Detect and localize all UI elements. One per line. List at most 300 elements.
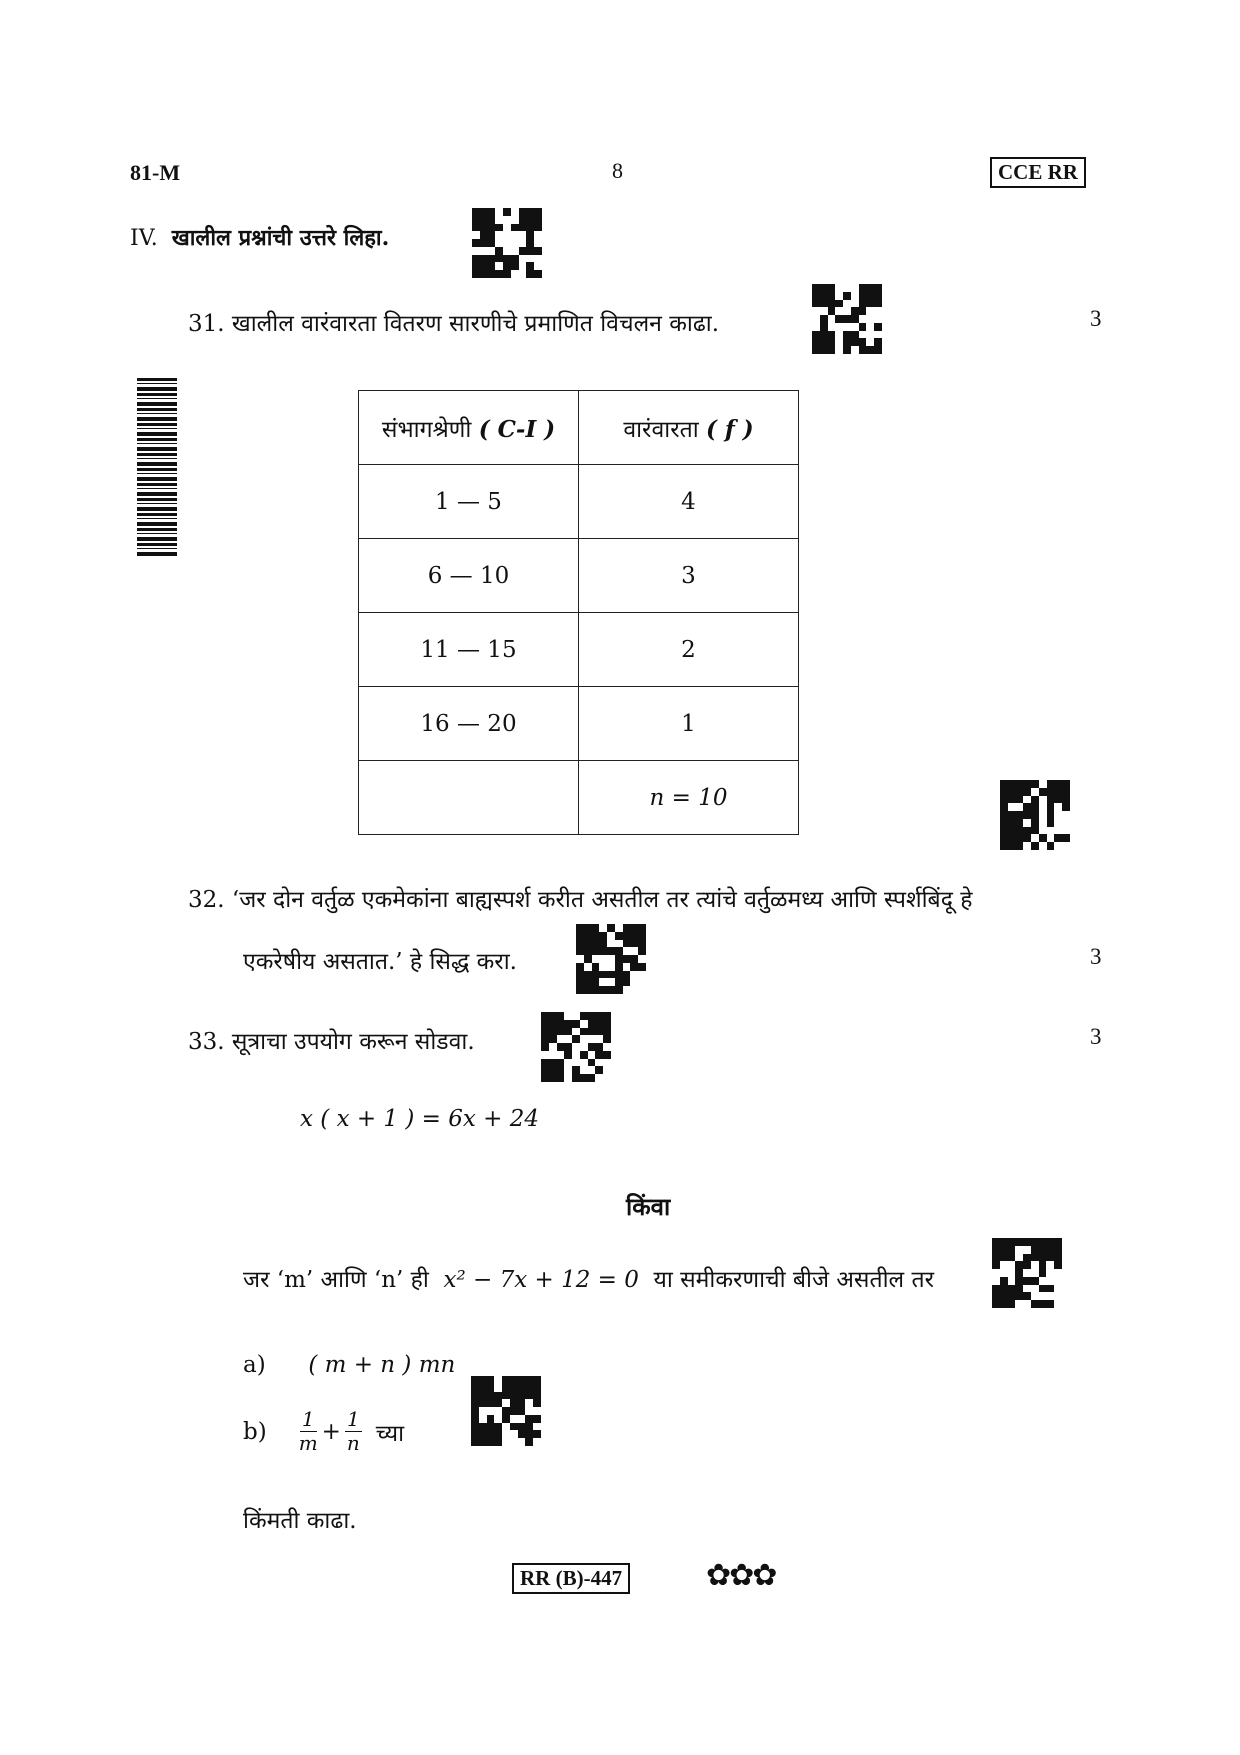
- qr-module: [472, 270, 480, 278]
- qr-module: [1039, 1285, 1047, 1293]
- qr-module: [607, 955, 615, 963]
- qr-module: [495, 262, 503, 270]
- qr-module: [1047, 788, 1055, 796]
- qr-module: [503, 255, 511, 263]
- question-number: 32.: [188, 887, 225, 913]
- qr-module: [1054, 803, 1062, 811]
- qr-module: [603, 1059, 611, 1067]
- qr-module: [1054, 819, 1062, 827]
- qr-module: [1047, 803, 1055, 811]
- qr-module: [576, 955, 584, 963]
- qr-module: [576, 940, 584, 948]
- qr-module: [580, 1035, 588, 1043]
- qr-module: [564, 1059, 572, 1067]
- qr-module: [1008, 1285, 1016, 1293]
- qr-module: [518, 1438, 526, 1446]
- qr-module: [828, 346, 836, 354]
- qr-module: [595, 1028, 603, 1036]
- qr-module: [533, 1423, 541, 1431]
- qr-module: [835, 307, 843, 315]
- qr-module: [1008, 796, 1016, 804]
- qr-module: [1023, 819, 1031, 827]
- qr-module: [592, 932, 600, 940]
- qr-module: [576, 963, 584, 971]
- qr-module: [592, 924, 600, 932]
- qr-module: [533, 1438, 541, 1446]
- qr-module: [1008, 1254, 1016, 1262]
- qr-module: [564, 1074, 572, 1082]
- qr-module: [592, 940, 600, 948]
- frequency-table: [358, 390, 799, 835]
- question-33: [188, 1024, 475, 1056]
- qr-module: [572, 1012, 580, 1020]
- qr-module: [595, 1043, 603, 1051]
- qr-module: [851, 307, 859, 315]
- qr-module: [599, 963, 607, 971]
- qr-module: [1031, 1292, 1039, 1300]
- qr-module: [595, 1035, 603, 1043]
- qr-module: [564, 1051, 572, 1059]
- qr-module: [584, 924, 592, 932]
- qr-module: [494, 1423, 502, 1431]
- qr-module: [503, 270, 511, 278]
- qr-module: [534, 270, 542, 278]
- qr-module: [1047, 780, 1055, 788]
- qr-module: [595, 1059, 603, 1067]
- qr-module: [1023, 788, 1031, 796]
- qr-module: [1039, 1269, 1047, 1277]
- qr-module: [580, 1074, 588, 1082]
- qr-module: [495, 231, 503, 239]
- exam-badge: CCE RR: [990, 157, 1086, 188]
- qr-module: [1046, 1300, 1054, 1308]
- qr-module: [1046, 1269, 1054, 1277]
- table-cell: 6 — 10: [359, 539, 579, 613]
- qr-module: [1015, 1238, 1023, 1246]
- table-total: n = 10: [579, 761, 799, 835]
- qr-module: [638, 940, 646, 948]
- qr-module: [588, 1012, 596, 1020]
- qr-module: [992, 1246, 1000, 1254]
- qr-module: [494, 1415, 502, 1423]
- qr-module: [584, 986, 592, 994]
- table-cell: 2: [579, 613, 799, 687]
- qr-module: [588, 1051, 596, 1059]
- table-cell: [359, 761, 579, 835]
- qr-module: [835, 315, 843, 323]
- qr-module: [471, 1423, 479, 1431]
- qr-module: [828, 315, 836, 323]
- qr-module: [1031, 834, 1039, 842]
- qr-module: [503, 239, 511, 247]
- qr-module: [820, 300, 828, 308]
- qr-module: [1008, 1300, 1016, 1308]
- qr-module: [1047, 842, 1055, 850]
- qr-module: [526, 262, 534, 270]
- qr-module: [1000, 811, 1008, 819]
- qr-module: [480, 231, 488, 239]
- denominator: n: [346, 1431, 360, 1455]
- table-total-row: [359, 761, 799, 835]
- table-cell: 11 — 15: [359, 613, 579, 687]
- qr-module: [576, 932, 584, 940]
- qr-module: [1031, 796, 1039, 804]
- qr-module: [541, 1012, 549, 1020]
- qr-module: [615, 978, 623, 986]
- qr-module: [541, 1043, 549, 1051]
- qr-module: [494, 1392, 502, 1400]
- part-b-suffix: च्या: [375, 1420, 405, 1447]
- qr-module: [580, 1043, 588, 1051]
- qr-module: [1016, 827, 1024, 835]
- qr-module: [502, 1407, 510, 1415]
- qr-module: [510, 1415, 518, 1423]
- qr-module: [599, 978, 607, 986]
- qr-module: [588, 1059, 596, 1067]
- question-text: सूत्राचा उपयोग करून सोडवा.: [231, 1029, 475, 1055]
- qr-module: [859, 331, 867, 339]
- qr-module: [564, 1012, 572, 1020]
- qr-module: [1054, 827, 1062, 835]
- qr-module: [511, 247, 519, 255]
- qr-module: [503, 216, 511, 224]
- qr-module: [623, 955, 631, 963]
- qr-module: [479, 1438, 487, 1446]
- section-number: IV.: [130, 226, 158, 251]
- qr-module: [595, 1020, 603, 1028]
- qr-module: [533, 1376, 541, 1384]
- qr-module: [1039, 842, 1047, 850]
- qr-module: [812, 300, 820, 308]
- qr-module: [1000, 1300, 1008, 1308]
- qr-module: [588, 1035, 596, 1043]
- qr-code-icon: [471, 1376, 541, 1446]
- qr-module: [588, 1043, 596, 1051]
- qr-module: [1000, 819, 1008, 827]
- qr-module: [1016, 834, 1024, 842]
- qr-module: [1046, 1292, 1054, 1300]
- qr-module: [533, 1407, 541, 1415]
- qr-module: [592, 955, 600, 963]
- qr-module: [1054, 1285, 1062, 1293]
- qr-module: [471, 1415, 479, 1423]
- qr-module: [480, 216, 488, 224]
- qr-module: [1054, 780, 1062, 788]
- qr-module: [487, 1384, 495, 1392]
- qr-module: [480, 239, 488, 247]
- question-text: खालील वारंवारता वितरण सारणीचे प्रमाणित विचलन काढा.: [231, 311, 720, 337]
- qr-module: [534, 239, 542, 247]
- header-label: वारंवारता: [623, 416, 699, 443]
- qr-module: [603, 1051, 611, 1059]
- qr-module: [843, 307, 851, 315]
- qr-module: [603, 1028, 611, 1036]
- qr-module: [1054, 1300, 1062, 1308]
- qr-module: [1039, 819, 1047, 827]
- qr-module: [630, 947, 638, 955]
- question-number: 31.: [188, 311, 225, 337]
- qr-module: [1031, 1300, 1039, 1308]
- qr-module: [595, 1051, 603, 1059]
- qr-module: [1008, 788, 1016, 796]
- qr-module: [1031, 1277, 1039, 1285]
- qr-module: [1008, 1277, 1016, 1285]
- qr-module: [510, 1407, 518, 1415]
- qr-module: [1023, 1246, 1031, 1254]
- qr-module: [549, 1035, 557, 1043]
- numerator: 1: [301, 1407, 315, 1431]
- qr-module: [812, 315, 820, 323]
- qr-module: [511, 239, 519, 247]
- qr-module: [1062, 788, 1070, 796]
- qr-module: [828, 284, 836, 292]
- qr-module: [1062, 796, 1070, 804]
- qr-module: [549, 1020, 557, 1028]
- qr-module: [557, 1028, 565, 1036]
- qr-module: [1023, 827, 1031, 835]
- qr-module: [488, 216, 496, 224]
- qr-module: [580, 1028, 588, 1036]
- qr-module: [534, 255, 542, 263]
- qr-module: [518, 1423, 526, 1431]
- table-header-row: [359, 391, 799, 465]
- qr-module: [480, 255, 488, 263]
- qr-module: [1031, 1285, 1039, 1293]
- qr-module: [1015, 1292, 1023, 1300]
- qr-module: [519, 247, 527, 255]
- qr-module: [534, 208, 542, 216]
- qr-module: [843, 284, 851, 292]
- qr-module: [588, 1066, 596, 1074]
- qr-module: [615, 932, 623, 940]
- qr-module: [1023, 1238, 1031, 1246]
- section-heading: [130, 222, 389, 252]
- qr-module: [828, 307, 836, 315]
- qr-module: [1015, 1285, 1023, 1293]
- qr-module: [533, 1415, 541, 1423]
- qr-module: [1016, 780, 1024, 788]
- qr-module: [1008, 780, 1016, 788]
- qr-module: [511, 262, 519, 270]
- qr-module: [533, 1430, 541, 1438]
- qr-module: [588, 1074, 596, 1082]
- qr-module: [851, 331, 859, 339]
- qr-module: [874, 292, 882, 300]
- qr-module: [526, 255, 534, 263]
- qr-module: [533, 1399, 541, 1407]
- qr-module: [835, 292, 843, 300]
- qr-module: [630, 963, 638, 971]
- qr-module: [1062, 819, 1070, 827]
- qr-module: [580, 1020, 588, 1028]
- qr-module: [1047, 834, 1055, 842]
- qr-module: [1015, 1300, 1023, 1308]
- qr-module: [534, 247, 542, 255]
- qr-module: [472, 239, 480, 247]
- qr-module: [503, 262, 511, 270]
- qr-module: [518, 1430, 526, 1438]
- qr-module: [494, 1438, 502, 1446]
- marks: 3: [1090, 1024, 1102, 1049]
- qr-module: [1015, 1261, 1023, 1269]
- header-symbol: ( C-I ): [478, 415, 556, 443]
- qr-module: [471, 1376, 479, 1384]
- qr-module: [1023, 780, 1031, 788]
- qr-module: [584, 978, 592, 986]
- qr-module: [1054, 1277, 1062, 1285]
- qr-module: [820, 331, 828, 339]
- footer-code: RR (B)-447: [512, 1563, 630, 1594]
- qr-module: [1023, 834, 1031, 842]
- qr-module: [526, 208, 534, 216]
- qr-module: [812, 292, 820, 300]
- qr-module: [599, 955, 607, 963]
- qr-module: [1008, 811, 1016, 819]
- qr-module: [992, 1269, 1000, 1277]
- qr-module: [1047, 796, 1055, 804]
- page-number: 8: [612, 158, 623, 183]
- qr-module: [592, 963, 600, 971]
- qr-module: [557, 1051, 565, 1059]
- qr-module: [607, 924, 615, 932]
- qr-module: [479, 1399, 487, 1407]
- qr-module: [510, 1392, 518, 1400]
- qr-module: [525, 1376, 533, 1384]
- qr-module: [638, 963, 646, 971]
- part-a: [243, 1352, 455, 1378]
- qr-module: [866, 346, 874, 354]
- qr-module: [859, 323, 867, 331]
- qr-module: [494, 1407, 502, 1415]
- qr-module: [638, 932, 646, 940]
- qr-module: [488, 270, 496, 278]
- qr-module: [874, 338, 882, 346]
- question-text: ‘जर दोन वर्तुळ एकमेकांना बाह्यस्पर्श करीत असतील तर त्यांचे वर्तुळमध्य आणि स्पर्शबिंदू हे: [231, 887, 973, 913]
- qr-module: [630, 955, 638, 963]
- qr-module: [495, 208, 503, 216]
- qr-module: [502, 1376, 510, 1384]
- qr-module: [511, 208, 519, 216]
- qr-module: [835, 323, 843, 331]
- qr-module: [518, 1376, 526, 1384]
- qr-module: [820, 323, 828, 331]
- qr-module: [623, 963, 631, 971]
- qr-module: [471, 1407, 479, 1415]
- qr-module: [584, 963, 592, 971]
- qr-module: [479, 1430, 487, 1438]
- qr-module: [488, 231, 496, 239]
- qr-module: [525, 1438, 533, 1446]
- qr-module: [1000, 796, 1008, 804]
- qr-module: [1000, 827, 1008, 835]
- qr-module: [1054, 788, 1062, 796]
- qr-module: [828, 292, 836, 300]
- qr-module: [1031, 788, 1039, 796]
- qr-module: [1039, 1261, 1047, 1269]
- qr-module: [1039, 827, 1047, 835]
- section-title: खालील प्रश्नांची उत्तरे लिहा.: [171, 225, 390, 251]
- qr-module: [494, 1376, 502, 1384]
- qr-module: [534, 231, 542, 239]
- qr-module: [1008, 842, 1016, 850]
- qr-module: [615, 986, 623, 994]
- qr-module: [1008, 1246, 1016, 1254]
- qr-module: [525, 1392, 533, 1400]
- qr-module: [1023, 1269, 1031, 1277]
- qr-module: [576, 971, 584, 979]
- qr-module: [519, 208, 527, 216]
- qr-module: [592, 986, 600, 994]
- qr-module: [480, 247, 488, 255]
- qr-module: [557, 1066, 565, 1074]
- qr-module: [592, 978, 600, 986]
- qr-module: [541, 1028, 549, 1036]
- qr-module: [541, 1074, 549, 1082]
- barcode-icon: [137, 378, 177, 558]
- qr-module: [843, 323, 851, 331]
- qr-module: [479, 1376, 487, 1384]
- qr-module: [503, 208, 511, 216]
- qr-module: [526, 247, 534, 255]
- qr-module: [472, 231, 480, 239]
- qr-module: [812, 338, 820, 346]
- qr-module: [866, 338, 874, 346]
- qr-module: [534, 224, 542, 232]
- qr-module: [584, 971, 592, 979]
- qr-module: [1054, 1246, 1062, 1254]
- question-32: [188, 882, 972, 914]
- qr-module: [1000, 803, 1008, 811]
- qr-module: [812, 331, 820, 339]
- qr-module: [495, 239, 503, 247]
- qr-module: [843, 346, 851, 354]
- qr-module: [525, 1407, 533, 1415]
- qr-module: [479, 1392, 487, 1400]
- qr-module: [1023, 1277, 1031, 1285]
- part-label: b): [243, 1418, 267, 1445]
- qr-module: [1016, 819, 1024, 827]
- question-number: 33.: [188, 1029, 225, 1055]
- qr-module: [1039, 1292, 1047, 1300]
- qr-module: [502, 1384, 510, 1392]
- qr-module: [623, 940, 631, 948]
- qr-module: [851, 300, 859, 308]
- qr-module: [828, 331, 836, 339]
- qr-module: [599, 924, 607, 932]
- qr-module: [1000, 1277, 1008, 1285]
- qr-module: [630, 932, 638, 940]
- qr-module: [472, 208, 480, 216]
- qr-module: [526, 270, 534, 278]
- qr-module: [835, 331, 843, 339]
- plus-sign: +: [321, 1418, 341, 1445]
- qr-module: [1062, 811, 1070, 819]
- qr-module: [572, 1028, 580, 1036]
- qr-module: [630, 978, 638, 986]
- qr-module: [874, 346, 882, 354]
- qr-module: [526, 231, 534, 239]
- qr-module: [835, 284, 843, 292]
- qr-module: [519, 224, 527, 232]
- qr-module: [1039, 803, 1047, 811]
- qr-module: [471, 1392, 479, 1400]
- qr-module: [576, 978, 584, 986]
- qr-module: [572, 1020, 580, 1028]
- qr-module: [584, 932, 592, 940]
- qr-module: [1000, 842, 1008, 850]
- qr-module: [607, 971, 615, 979]
- qr-module: [851, 315, 859, 323]
